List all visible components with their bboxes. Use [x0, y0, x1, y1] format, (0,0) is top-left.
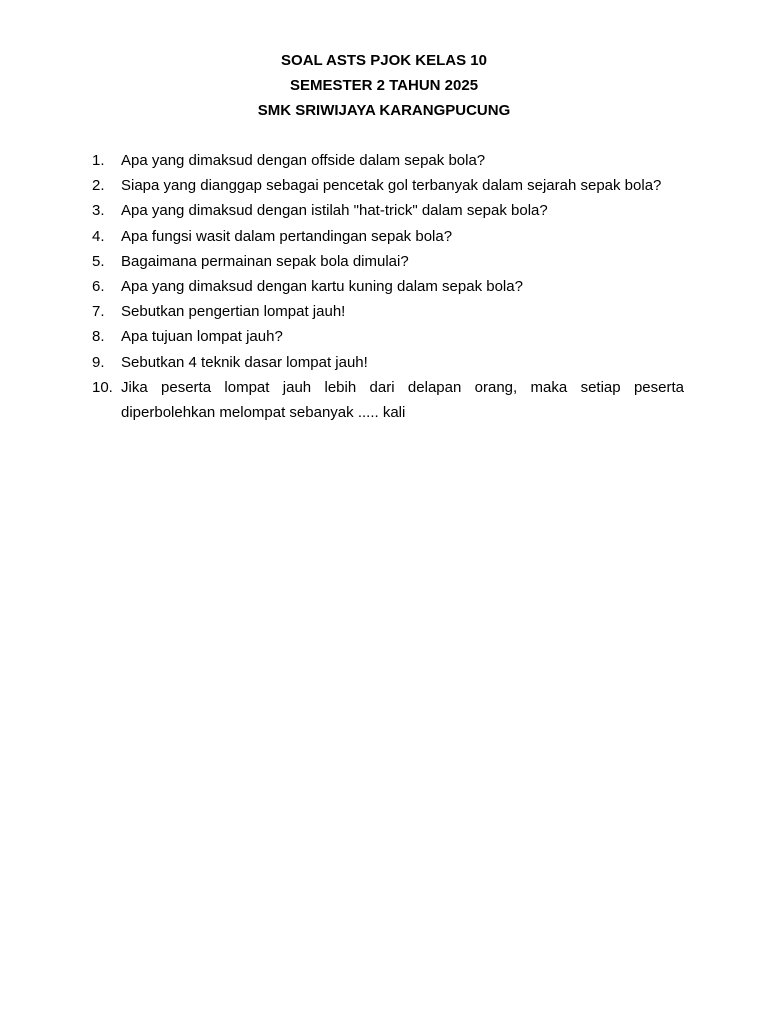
- question-text: Apa yang dimaksud dengan istilah "hat-trick" dalam sepak bola?: [121, 202, 548, 220]
- question-list: [92, 148, 684, 425]
- question-item: [92, 148, 684, 173]
- question-item: [92, 173, 684, 198]
- question-number: 10.: [92, 378, 113, 396]
- question-text: Sebutkan 4 teknik dasar lompat jauh!: [121, 353, 368, 371]
- question-number: 9.: [92, 353, 105, 371]
- question-text: Apa fungsi wasit dalam pertandingan sepak bola?: [121, 227, 453, 245]
- header-semester: SEMESTER 2 TAHUN 2025: [289, 77, 479, 94]
- question-number: 7.: [92, 303, 105, 321]
- question-item: [92, 299, 684, 324]
- question-number: 6.: [92, 278, 105, 296]
- question-item: [92, 375, 684, 425]
- question-item: [92, 224, 684, 249]
- question-text: Apa yang dimaksud dengan offside dalam sepak bola?: [121, 152, 486, 169]
- question-text: Siapa yang dianggap sebagai pencetak gol terbanyak dalam sejarah sepak bola?: [121, 177, 662, 195]
- question-item: [92, 324, 684, 349]
- question-text: Sebutkan pengertian lompat jauh!: [121, 303, 346, 321]
- question-number: 2.: [92, 177, 105, 195]
- document-header: [0, 48, 768, 123]
- question-number: 8.: [92, 328, 105, 346]
- question-item: [92, 274, 684, 299]
- question-text: Apa yang dimaksud dengan kartu kuning dalam sepak bola?: [121, 278, 523, 296]
- question-number: 4.: [92, 227, 105, 245]
- question-item: [92, 198, 684, 223]
- question-item: [92, 350, 684, 375]
- question-text: Jika peserta lompat jauh lebih dari delapan orang, maka setiap peserta diperbolehkan melompat sebanyak ..... kali: [121, 378, 684, 422]
- question-text: Bagaimana permainan sepak bola dimulai?: [121, 252, 409, 270]
- header-title: SOAL ASTS PJOK KELAS 10: [281, 52, 487, 69]
- question-number: 1.: [92, 152, 105, 169]
- question-number: 5.: [92, 252, 105, 270]
- question-text: Apa tujuan lompat jauh?: [121, 328, 283, 346]
- header-school: SMK SRIWIJAYA KARANGPUCUNG: [257, 102, 511, 119]
- question-number: 3.: [92, 202, 105, 220]
- question-item: [92, 249, 684, 274]
